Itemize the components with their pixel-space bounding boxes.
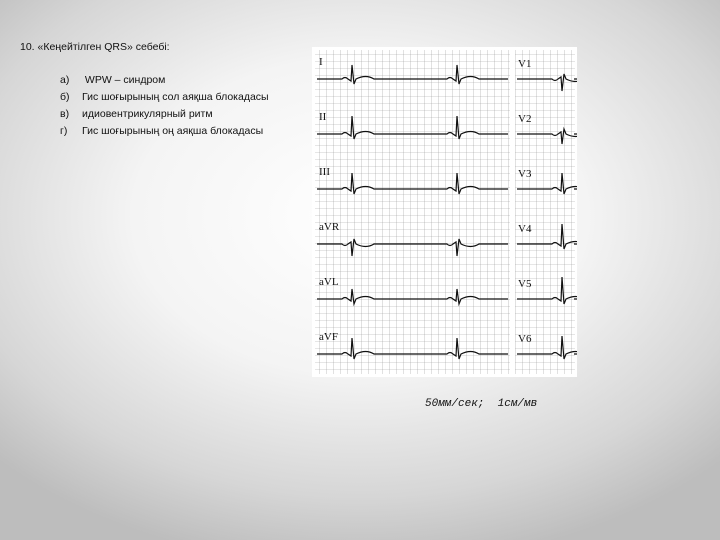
option-text: Гис шоғырының сол аяқша блокадасы — [82, 91, 269, 103]
option-text: WPW – синдром — [82, 74, 166, 86]
question-text: 10. «Кеңейтілген QRS» себебі: — [20, 41, 170, 53]
lead-label: V3 — [518, 168, 532, 180]
option-d — [60, 123, 269, 140]
option-a — [60, 72, 269, 89]
paper-speed-label: 50мм/сек; 1см/мв — [425, 398, 538, 410]
lead-label: I — [319, 56, 323, 68]
lead-label: III — [319, 166, 330, 178]
ecg-grid-limb — [315, 50, 510, 374]
lead-label: V1 — [518, 58, 532, 70]
lead-label: V5 — [518, 278, 532, 290]
option-text: идиовентрикулярный ритм — [82, 108, 213, 120]
lead-label: II — [319, 111, 327, 123]
lead-label: aVF — [319, 331, 338, 343]
option-c — [60, 106, 269, 123]
ecg-grid-chest — [515, 50, 575, 374]
lead-label: V4 — [518, 223, 532, 235]
ecg-image — [312, 47, 577, 377]
option-letter: б) — [60, 91, 70, 103]
lead-label: aVL — [319, 276, 339, 288]
option-letter: г) — [60, 125, 68, 137]
option-letter: а) — [60, 74, 70, 86]
option-text: Гис шоғырының оң аяқша блокадасы — [82, 125, 264, 137]
lead-label: V2 — [518, 113, 532, 125]
answer-options — [60, 72, 269, 140]
option-b — [60, 89, 269, 106]
option-letter: в) — [60, 108, 70, 120]
lead-label: V6 — [518, 333, 532, 345]
ecg-tracing — [312, 47, 577, 377]
lead-label: aVR — [319, 221, 340, 233]
